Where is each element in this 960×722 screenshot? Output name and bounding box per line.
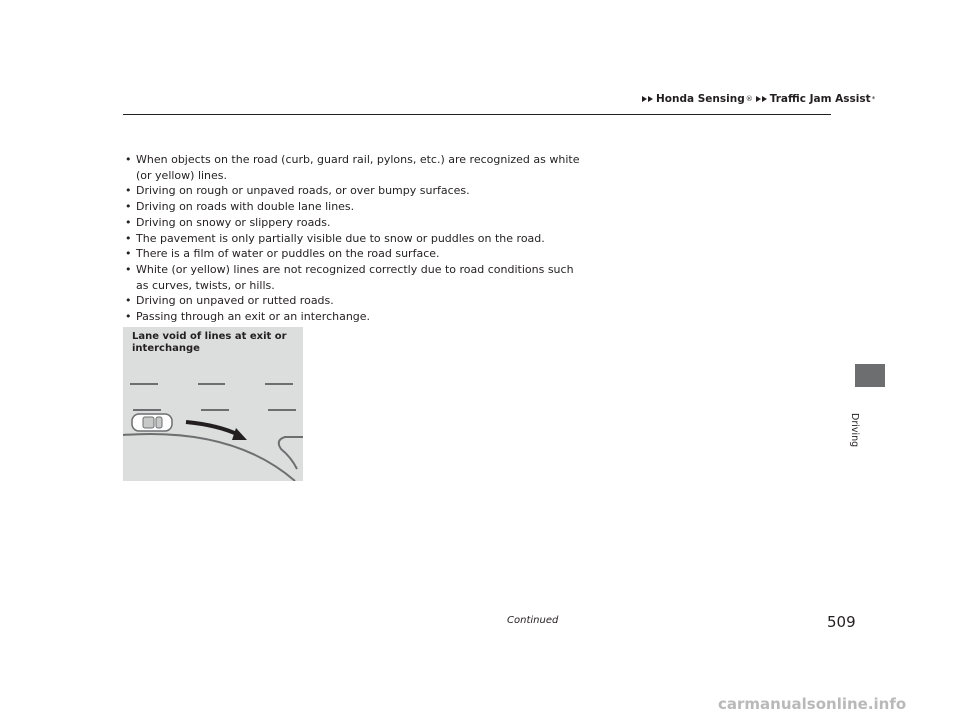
registered-mark: ® [745,95,753,103]
list-item: • White (or yellow) lines are not recognized correctly due to road conditions such as curves, twists, or hills. [124,262,584,293]
lane-lines [130,384,296,410]
condition-list [124,152,584,325]
list-item: • Driving on unpaved or rutted roads. [124,293,584,309]
breadcrumb-subsection: Traffic Jam Assist [769,93,871,105]
chapter-label-text: Driving [849,413,860,448]
asterisk-mark: * [871,95,876,103]
breadcrumb-section: Honda Sensing [656,93,745,105]
chapter-tab [855,364,885,387]
page-number: 509 [827,613,856,631]
header-divider [123,114,831,115]
road-edge-curve [123,434,295,481]
continued-note: Continued [507,615,559,626]
list-item: • There is a film of water or puddles on the road surface. [124,246,584,262]
arrowhead-icon [232,428,247,440]
list-item: • Driving on roads with double lane lines. [124,199,584,215]
list-item: • Passing through an exit or an interchange. [124,309,584,325]
interchange-illustration [123,327,303,481]
arrow-icon [642,96,647,102]
chapter-label [846,393,886,448]
arrow-icon [756,96,761,102]
figure-caption: Lane void of lines at exit or interchange [132,331,287,354]
path-arrow-shaft [186,422,239,435]
list-item: • When objects on the road (curb, guard rail, pylons, etc.) are recognized as white (or yellow) lines. [124,152,584,183]
list-item: • Driving on snowy or slippery roads. [124,215,584,231]
watermark: carmanualsonline.info [718,695,907,713]
list-item: • Driving on rough or unpaved roads, or over bumpy surfaces. [124,183,584,199]
list-item: • The pavement is only partially visible due to snow or puddles on the road. [124,231,584,247]
car-icon [132,414,172,431]
exit-edge [279,437,303,469]
breadcrumb-header [642,93,875,105]
arrow-icon [648,96,653,102]
arrow-icon [762,96,767,102]
